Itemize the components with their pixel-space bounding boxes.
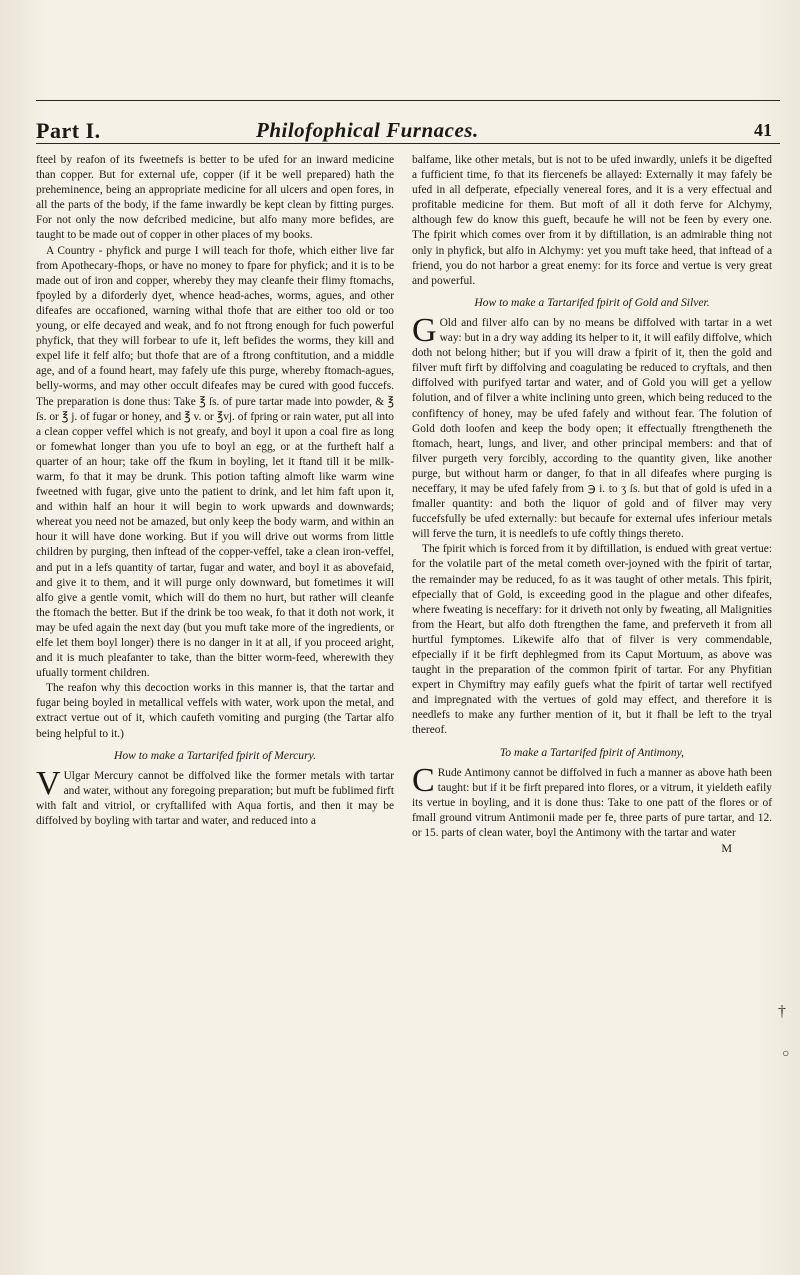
paragraph: The reafon why this decoction works in this manner is, that the tartar and fugar being boyled in metallical veffels with water, work upon the metal, and extract vertue out of it, which caufeth vomiting and purging (the Tartar alfo being helpful to it.) — [36, 682, 394, 740]
paragraph: A Country - phyfick and purge I will teach for thofe, which either live far from Apothecary-fhops, or have no money to fpare for phyfick; and it is to be made out of iron and copper, whereby they may cleanfe their flimy ftomachs, fpoyled by a diforderly dyet, whence head-aches, worms, agues, and other difeafes are occafioned, warning withal thofe that are either too old or too young, or elfe decayed and weak, and fo not ftrong enough for fuch powerful phyfick, that they will forbear to ufe it, left befides the worms, they kill and expel life it felf alfo; but thofe that are of a ftrong conftitution, and a middle age, and of a found heart, may fafely ufe this purge, whereby ftomach-agues, belly-worms, and may other occult difeafes may be cured with good fuccefs. The preparation is done thus: Take ℥ ſs. of pure tartar made into powder, & ℥ ſs. or ℥ j. of fugar or honey, and ℥ v. or ℥vj. of fpring or rain water, put all into a clean copper veffel which is not greafy, and boyl it upon a coal fire as long or fomewhat longer than you ufe to boyl an egg, or at the furtheft half a quarter of an hour; take off the fkum in boyling, let it ftand till it be milk-warm, fo that it may be drunk. This potion tafting almoft like warm wine fweetned with fugar, give unto the patient to drink, and let him faft upon it, and within half an hour it will begin to work upwards and downwards; whereat you need not be amazed, but only keep the body warm, and within an hour it will have done working. But if you will drive out worms from little children by purging, then inftead of the copper-veffel, take a clean iron-veffel, and put in a lefs quantity of tartar, fugar and water, and boyl it as abovefaid, and give it to them, and it will purge only downward, but fometimes it will alfo give a gentle vomit, which will do them no hurt, but rather will cleanfe the ftomach the better. But if the drink be too weak, fo that it doth not work, it may be ufed again the next day (but you muft take more of the ingredients, or elfe let them boyl longer) there is no danger in it at all, if you proceed aright, and it is much pleafanter to take, than the bitter worm-feed, wherewith they ufually torment children. — [36, 244, 394, 680]
section-heading: To make a Tartarifed fpirit of Antimony, — [499, 745, 685, 759]
margin-annotation-mark: ○ — [782, 1046, 790, 1060]
paragraph: The fpirit which is forced from it by diftillation, is endued with great vertue: for the volatile part of the metal cometh over-joyned with the fpirit of tartar, the remainder may be reduced, fo as it was taught of other metals. This fpirit, efpecially that of Gold, is exceeding good in the plague and other difeafes, where fweating is neceffary: for it driveth not only by fweating, all Malignities from the Heart, but alfo doth ftrengthen the fame, and preferveth it from all hurtful fymptomes. Likewife alfo that of filver is very commendable, efpecially if it be firft dephlegmed from its Caput Mortuum, as above was taught in the preparation of the common fpirit of tartar. For any Phyfitian expert in Chymiftry may eafily guefs what the fpirit of tartar well rectifyed and impregnated with the vertues of gold may effect, and therefore it is needlefs to make any further mention of it, but it fhall be left to the tryal thereof. — [412, 543, 772, 737]
margin-annotation-mark: † — [778, 1003, 786, 1020]
paragraph-text: Rude Antimony cannot be diffolved in fuch a manner as above hath been taught: but if it be firft prepared into flores, or a vitrum, it yieldeth eafily its vertue in boyling, and it is done thus: Take to one patt of the flores or of fmall ground vitrum Antimonii made per fe, three parts of pure tartar, and 12. or 15. parts of clean water, boyl the Antimony with the tartar and water — [412, 766, 772, 840]
paragraph — [36, 764, 394, 829]
paragraph: balfame, like other metals, but is not to be ufed inwardly, unlefs it be digefted a fufficient time, fo that its fiercenefs be allayed: Externally it may fafely be ufed in all defperate, efpecially venereal fores, and it is a very effectual and profitable medicine for them. But moft of all it doth ferve for Alchymy, although few do know this gueft, becaufe he will not be feen by every one. The fpirit which comes over from it by diftillation, is an admirable thing not only in phyfick, but alfo in Alchymy: yet you muft take heed, that inftead of a friend, you do not harbor a great enemy: for its force and vertue is very great and powerful. — [412, 154, 772, 287]
signature-mark: M — [721, 841, 732, 856]
drop-capital: G — [412, 311, 437, 349]
running-header — [36, 118, 772, 144]
right-column — [412, 153, 772, 856]
page-number: 41 — [754, 120, 772, 140]
header-rule — [36, 143, 780, 144]
paragraph — [412, 761, 772, 841]
paragraph — [412, 311, 772, 542]
top-rule — [36, 100, 780, 101]
drop-capital: V — [36, 764, 61, 802]
paragraph-text: Old and filver alfo can by no means be diffolved with tartar in a wet way: but in a dry way adding its helper to it, it will eafily diffolve, which doth not belong hither; but if you will draw a fpirit of it, then the gold and filver muft firft by diffolving and coagulating be reduced to cryftals, and then diffolved with purifyed tartar and water, and of Gold you will get a yellow folution, and of filver a white inclining unto green, which being reduced to the confiftency of honey, may be ufed fafely and without fear. The folution of Gold doth loofen and keep the body open; it effectually ftrengtheneth the ftomach, heart, lungs, and liver, and other principal members: and that of filver purgeth very forcibly, according to the quantity given, like another purge, but without harm or danger, fo that in all difeafes where purging is neceffary, it may be ufed fafely from ℈ i. to ʒ ſs. but that of gold is ufed in a fmaller quantity: and both the liquor of gold and of filver may very fuccefsfully be ufed externally: but becaufe for external ufes inferiour metals will ferve the turn, it is needlefs to ufe coftly things thereto. — [412, 316, 772, 541]
section-heading: How to make a Tartarifed fpirit of Gold and Silver. — [474, 295, 710, 309]
paragraph: fteel by reafon of its fweetnefs is better to be ufed for an inward medicine than copper. But for external ufe, copper (if it be well prepared) hath the preheminence, being an appropriate medicine for all ulcers and open fores, in all the parts of the body, if the fame inwardly be kept clean by fitting purges. For not only the now defcribed medicine, but alfo many more befides, are taught to be made out of copper in other places of my books. — [36, 154, 394, 242]
running-title: Philofophical Furnaces. — [256, 118, 479, 142]
left-column — [36, 153, 394, 829]
drop-capital: C — [412, 761, 435, 799]
paragraph-text: Ulgar Mercury cannot be diffolved like the former metals with tartar and water, without any foregoing preparation; but muft be fublimed firft with falt and vitriol, or cryftallifed with Aqua fortis, and then it may be diffolved by boyling with tartar and water, and reduced into a — [36, 769, 394, 828]
section-heading: How to make a Tartarifed fpirit of Mercury. — [113, 748, 317, 762]
part-label: Part I. — [36, 118, 101, 143]
